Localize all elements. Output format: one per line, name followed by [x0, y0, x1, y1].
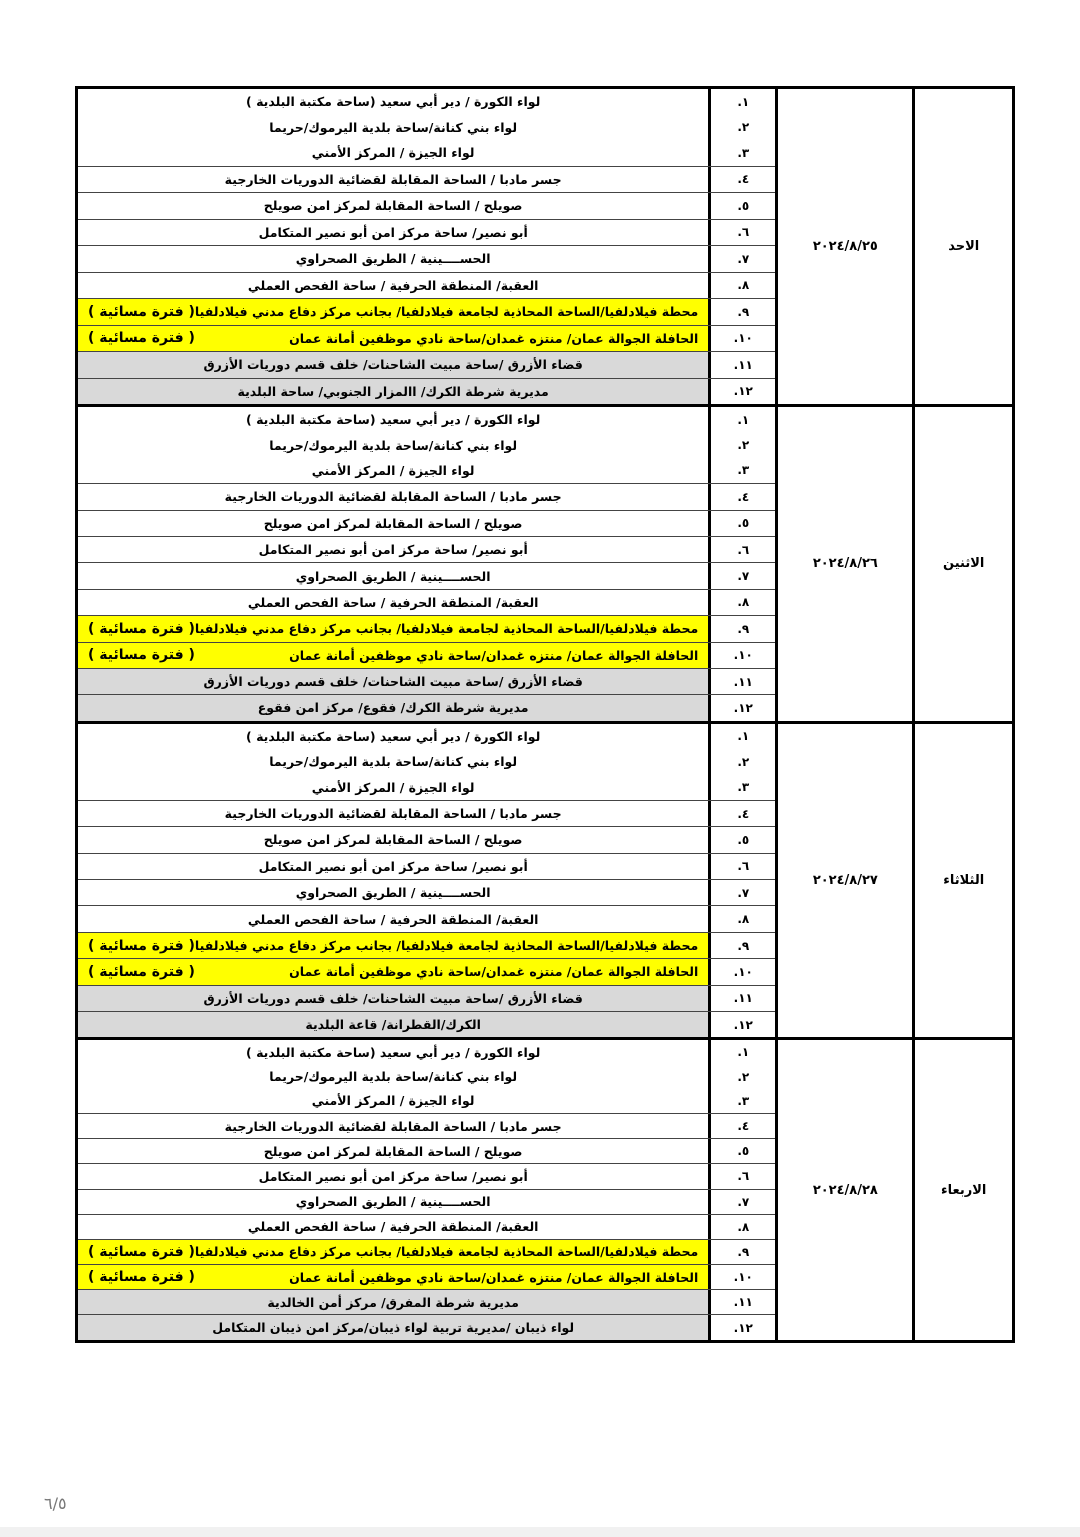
location-text: الحافلة الجوالة عمان/ منتزه غمدان/ساحة نادي موظفين أمانة عمان — [289, 1269, 699, 1285]
location-cell — [78, 167, 708, 193]
table-row — [78, 115, 775, 141]
location-text: الحافلة الجوالة عمان/ منتزه غمدان/ساحة نادي موظفين أمانة عمان — [289, 964, 699, 980]
location-cell — [78, 616, 708, 641]
table-row — [78, 880, 775, 906]
location-text: لواء بني كنانة/ساحة بلدية اليرموك/حريما — [269, 437, 518, 453]
row-number: ٧. — [708, 1190, 775, 1214]
location-text: صويلح / الساحة المقابلة لمركز امن صويلح — [263, 832, 523, 848]
row-number: ١. — [708, 407, 775, 432]
location-text: لواء الكورة / دير أبي سعيد (ساحة مكتبة البلدية ) — [246, 728, 541, 744]
row-number: ٨. — [708, 906, 775, 931]
location-text: الحســــينية / الطريق الصحراوي — [295, 1194, 491, 1210]
row-number: ٣. — [708, 1089, 775, 1113]
day-date: ٢٠٢٤/٨/٢٨ — [775, 1040, 912, 1339]
evening-period-note: ( فترة مسائية ) — [88, 1269, 195, 1286]
row-number: ٦. — [708, 220, 775, 246]
row-number: ٨. — [708, 1215, 775, 1239]
day-name: الثلاثاء — [912, 724, 1012, 1038]
location-cell — [78, 458, 708, 483]
location-text: الحســــينية / الطريق الصحراوي — [295, 251, 491, 267]
location-text: جسر مادبا / الساحة المقابلة لقضائية الدوريات الخارجية — [224, 1118, 562, 1134]
row-number: ٦. — [708, 1164, 775, 1188]
table-row — [78, 484, 775, 510]
table-row — [78, 801, 775, 827]
row-number: ٩. — [708, 933, 775, 958]
table-row — [78, 299, 775, 326]
location-cell — [78, 827, 708, 852]
location-text: لواء بني كنانة/ساحة بلدية اليرموك/حريما — [269, 1069, 518, 1085]
table-row — [78, 563, 775, 589]
location-cell — [78, 407, 708, 432]
location-text: لواء ذيبان /مديرية تربية لواء ذيبان/مركز امن ذيبان المتكامل — [212, 1320, 575, 1336]
location-cell — [78, 379, 708, 405]
row-number: ٢. — [708, 115, 775, 141]
row-number: ٢. — [708, 749, 775, 774]
schedule-table — [75, 86, 1015, 1343]
row-number: ٤. — [708, 484, 775, 509]
location-text: محطة فيلادلفيا/الساحة المحاذية لجامعة فيلادلفيا/ بجانب مركز دفاع مدني فيلادلفيا — [194, 1244, 699, 1260]
location-text: لواء الجيزة / المركز الأمني — [311, 1093, 475, 1109]
table-row — [78, 1240, 775, 1265]
row-number: ٥. — [708, 193, 775, 219]
day-block — [78, 724, 1012, 1041]
location-text: أبو نصير/ ساحة مركز امن أبو نصير المتكامل — [258, 1168, 528, 1184]
day-block — [78, 407, 1012, 724]
row-number: ٤. — [708, 167, 775, 193]
location-text: مديرية شرطة الكرك/ االمزار الجنوبي/ ساحة البلدية — [237, 383, 549, 399]
table-row — [78, 933, 775, 959]
location-text: لواء الجيزة / المركز الأمني — [311, 779, 475, 795]
evening-period-note: ( فترة مسائية ) — [88, 330, 195, 347]
location-text: لواء الكورة / دير أبي سعيد (ساحة مكتبة البلدية ) — [246, 412, 541, 428]
table-row — [78, 246, 775, 273]
row-number: ٩. — [708, 299, 775, 325]
location-text: لواء بني كنانة/ساحة بلدية اليرموك/حريما — [269, 119, 518, 135]
row-number: ١١. — [708, 669, 775, 694]
location-text: قضاء الأزرق /ساحة مبيت الشاحنات/ خلف قسم دوريات الأزرق — [203, 990, 583, 1006]
location-text: أبو نصير/ ساحة مركز امن أبو نصير المتكامل — [258, 858, 528, 874]
table-row — [78, 167, 775, 194]
row-number: ٦. — [708, 537, 775, 562]
location-cell — [78, 352, 708, 378]
location-cell — [78, 854, 708, 879]
table-row — [78, 1164, 775, 1189]
day-date: ٢٠٢٤/٨/٢٧ — [775, 724, 912, 1038]
location-text: مديرية شرطة الكرك/ فقوع/ مركز امن فقوع — [257, 700, 529, 716]
row-number: ١١. — [708, 352, 775, 378]
table-row — [78, 352, 775, 379]
location-cell — [78, 1139, 708, 1163]
row-number: ٨. — [708, 273, 775, 299]
table-row — [78, 1114, 775, 1139]
day-date: ٢٠٢٤/٨/٢٦ — [775, 407, 912, 721]
day-block — [78, 89, 1012, 407]
location-text: الكرك/القطرانة/ قاعة البلدية — [305, 1017, 481, 1033]
location-cell — [78, 563, 708, 588]
location-cell — [78, 695, 708, 720]
row-number: ٣. — [708, 458, 775, 483]
location-text: الحافلة الجوالة عمان/ منتزه غمدان/ساحة نادي موظفين أمانة عمان — [289, 330, 699, 346]
location-cell — [78, 1215, 708, 1239]
location-cell — [78, 1240, 708, 1264]
location-cell — [78, 140, 708, 166]
table-row — [78, 1065, 775, 1089]
row-number: ١١. — [708, 986, 775, 1011]
row-number: ١٠. — [708, 326, 775, 352]
location-text: لواء الجيزة / المركز الأمني — [311, 462, 475, 478]
location-text: الحافلة الجوالة عمان/ منتزه غمدان/ساحة نادي موظفين أمانة عمان — [289, 647, 699, 663]
table-row — [78, 1040, 775, 1064]
table-row — [78, 590, 775, 616]
location-list — [78, 407, 775, 721]
location-text: لواء بني كنانة/ساحة بلدية اليرموك/حريما — [269, 754, 518, 770]
location-cell — [78, 590, 708, 615]
row-number: ٨. — [708, 590, 775, 615]
row-number: ١٢. — [708, 1012, 775, 1037]
table-row — [78, 906, 775, 932]
location-cell — [78, 273, 708, 299]
location-text: العقبة/ المنطقة الحرفية / ساحة الفحص العملي — [247, 277, 539, 293]
location-cell — [78, 1089, 708, 1113]
location-cell — [78, 299, 708, 325]
table-row — [78, 273, 775, 300]
evening-period-note: ( فترة مسائية ) — [88, 963, 195, 980]
location-cell — [78, 432, 708, 457]
row-number: ١. — [708, 724, 775, 749]
row-number: ١٢. — [708, 379, 775, 405]
row-number: ١. — [708, 89, 775, 115]
evening-period-note: ( فترة مسائية ) — [88, 1243, 195, 1260]
evening-period-note: ( فترة مسائية ) — [88, 620, 195, 637]
table-row — [78, 1290, 775, 1315]
location-list — [78, 1040, 775, 1339]
location-text: لواء الكورة / دير أبي سعيد (ساحة مكتبة البلدية ) — [246, 94, 541, 110]
location-cell — [78, 1012, 708, 1037]
location-cell — [78, 669, 708, 694]
row-number: ١١. — [708, 1290, 775, 1314]
location-text: جسر مادبا / الساحة المقابلة لقضائية الدوريات الخارجية — [224, 171, 562, 187]
location-cell — [78, 643, 708, 668]
location-text: أبو نصير/ ساحة مركز امن أبو نصير المتكامل — [258, 224, 528, 240]
row-number: ١. — [708, 1040, 775, 1064]
row-number: ٥. — [708, 1139, 775, 1163]
table-row — [78, 140, 775, 167]
table-row — [78, 695, 775, 720]
location-cell — [78, 724, 708, 749]
day-name: الاحد — [912, 89, 1012, 404]
day-name: الاثنين — [912, 407, 1012, 721]
page-number: ٦/٥ — [44, 1494, 67, 1513]
table-row — [78, 854, 775, 880]
location-list — [78, 89, 775, 404]
location-cell — [78, 511, 708, 536]
row-number: ٤. — [708, 801, 775, 826]
location-cell — [78, 1164, 708, 1188]
table-row — [78, 774, 775, 800]
table-row — [78, 959, 775, 985]
row-number: ١٠. — [708, 959, 775, 984]
location-cell — [78, 1290, 708, 1314]
location-cell — [78, 537, 708, 562]
location-cell — [78, 1065, 708, 1089]
table-row — [78, 1012, 775, 1037]
table-row — [78, 616, 775, 642]
row-number: ٥. — [708, 827, 775, 852]
row-number: ١٠. — [708, 1265, 775, 1289]
location-text: محطة فيلادلفيا/الساحة المحاذية لجامعة فيلادلفيا/ بجانب مركز دفاع مدني فيلادلفيا — [194, 304, 699, 320]
table-row — [78, 986, 775, 1012]
table-row — [78, 407, 775, 432]
table-row — [78, 326, 775, 353]
table-row — [78, 1089, 775, 1114]
table-row — [78, 643, 775, 669]
location-text: قضاء الأزرق /ساحة مبيت الشاحنات/ خلف قسم دوريات الأزرق — [203, 357, 583, 373]
row-number: ٣. — [708, 774, 775, 799]
table-row — [78, 1315, 775, 1339]
table-row — [78, 1265, 775, 1290]
location-text: صويلح / الساحة المقابلة لمركز امن صويلح — [263, 198, 523, 214]
page-bottom-edge — [0, 1527, 1080, 1537]
table-row — [78, 724, 775, 749]
location-text: لواء الكورة / دير أبي سعيد (ساحة مكتبة البلدية ) — [246, 1044, 541, 1060]
location-text: مديرية شرطة المفرق/ مركز أمن الخالدية — [267, 1294, 519, 1310]
location-text: أبو نصير/ ساحة مركز امن أبو نصير المتكامل — [258, 542, 528, 558]
location-cell — [78, 1190, 708, 1214]
location-cell — [78, 959, 708, 984]
evening-period-note: ( فترة مسائية ) — [88, 303, 195, 320]
table-row — [78, 89, 775, 115]
location-cell — [78, 193, 708, 219]
location-text: محطة فيلادلفيا/الساحة المحاذية لجامعة فيلادلفيا/ بجانب مركز دفاع مدني فيلادلفيا — [194, 938, 699, 953]
location-cell — [78, 484, 708, 509]
row-number: ٩. — [708, 1240, 775, 1264]
row-number: ٣. — [708, 140, 775, 166]
table-row — [78, 669, 775, 695]
table-row — [78, 1190, 775, 1215]
location-text: صويلح / الساحة المقابلة لمركز امن صويلح — [263, 515, 523, 531]
table-row — [78, 749, 775, 774]
row-number: ٧. — [708, 246, 775, 272]
table-row — [78, 193, 775, 220]
row-number: ٥. — [708, 511, 775, 536]
location-cell — [78, 880, 708, 905]
table-row — [78, 537, 775, 563]
row-number: ٩. — [708, 616, 775, 641]
table-row — [78, 458, 775, 484]
evening-period-note: ( فترة مسائية ) — [88, 647, 195, 664]
location-cell — [78, 986, 708, 1011]
table-row — [78, 827, 775, 853]
location-cell — [78, 1315, 708, 1339]
location-cell — [78, 246, 708, 272]
location-cell — [78, 115, 708, 141]
location-cell — [78, 1265, 708, 1289]
location-text: قضاء الأزرق /ساحة مبيت الشاحنات/ خلف قسم دوريات الأزرق — [203, 674, 583, 690]
location-cell — [78, 220, 708, 246]
row-number: ١٢. — [708, 1315, 775, 1339]
table-row — [78, 511, 775, 537]
row-number: ١٢. — [708, 695, 775, 720]
location-text: العقبة/ المنطقة الحرفية / ساحة الفحص العملي — [247, 1219, 539, 1235]
evening-period-note: ( فترة مسائية ) — [88, 937, 195, 954]
location-cell — [78, 1040, 708, 1064]
location-text: جسر مادبا / الساحة المقابلة لقضائية الدوريات الخارجية — [224, 806, 562, 822]
table-row — [78, 379, 775, 405]
location-list — [78, 724, 775, 1038]
row-number: ١٠. — [708, 643, 775, 668]
location-cell — [78, 774, 708, 799]
location-text: الحســــينية / الطريق الصحراوي — [295, 885, 491, 901]
row-number: ٦. — [708, 854, 775, 879]
location-cell — [78, 801, 708, 826]
row-number: ٢. — [708, 432, 775, 457]
location-text: العقبة/ المنطقة الحرفية / ساحة الفحص العملي — [247, 594, 539, 610]
location-text: جسر مادبا / الساحة المقابلة لقضائية الدوريات الخارجية — [224, 489, 562, 505]
location-cell — [78, 906, 708, 931]
location-cell — [78, 749, 708, 774]
day-date: ٢٠٢٤/٨/٢٥ — [775, 89, 912, 404]
row-number: ٧. — [708, 563, 775, 588]
location-text: محطة فيلادلفيا/الساحة المحاذية لجامعة فيلادلفيا/ بجانب مركز دفاع مدني فيلادلفيا — [194, 621, 699, 637]
location-text: العقبة/ المنطقة الحرفية / ساحة الفحص العملي — [247, 911, 539, 927]
location-cell — [78, 933, 708, 958]
row-number: ٧. — [708, 880, 775, 905]
table-row — [78, 432, 775, 457]
location-cell — [78, 89, 708, 115]
location-text: الحســــينية / الطريق الصحراوي — [295, 568, 491, 584]
day-block — [78, 1040, 1012, 1339]
location-cell — [78, 1114, 708, 1138]
table-row — [78, 1139, 775, 1164]
location-text: لواء الجيزة / المركز الأمني — [311, 145, 475, 161]
table-row — [78, 220, 775, 247]
day-name: الاربعاء — [912, 1040, 1012, 1339]
row-number: ٤. — [708, 1114, 775, 1138]
row-number: ٢. — [708, 1065, 775, 1089]
table-row — [78, 1215, 775, 1240]
location-text: صويلح / الساحة المقابلة لمركز امن صويلح — [263, 1143, 523, 1159]
location-cell — [78, 326, 708, 352]
